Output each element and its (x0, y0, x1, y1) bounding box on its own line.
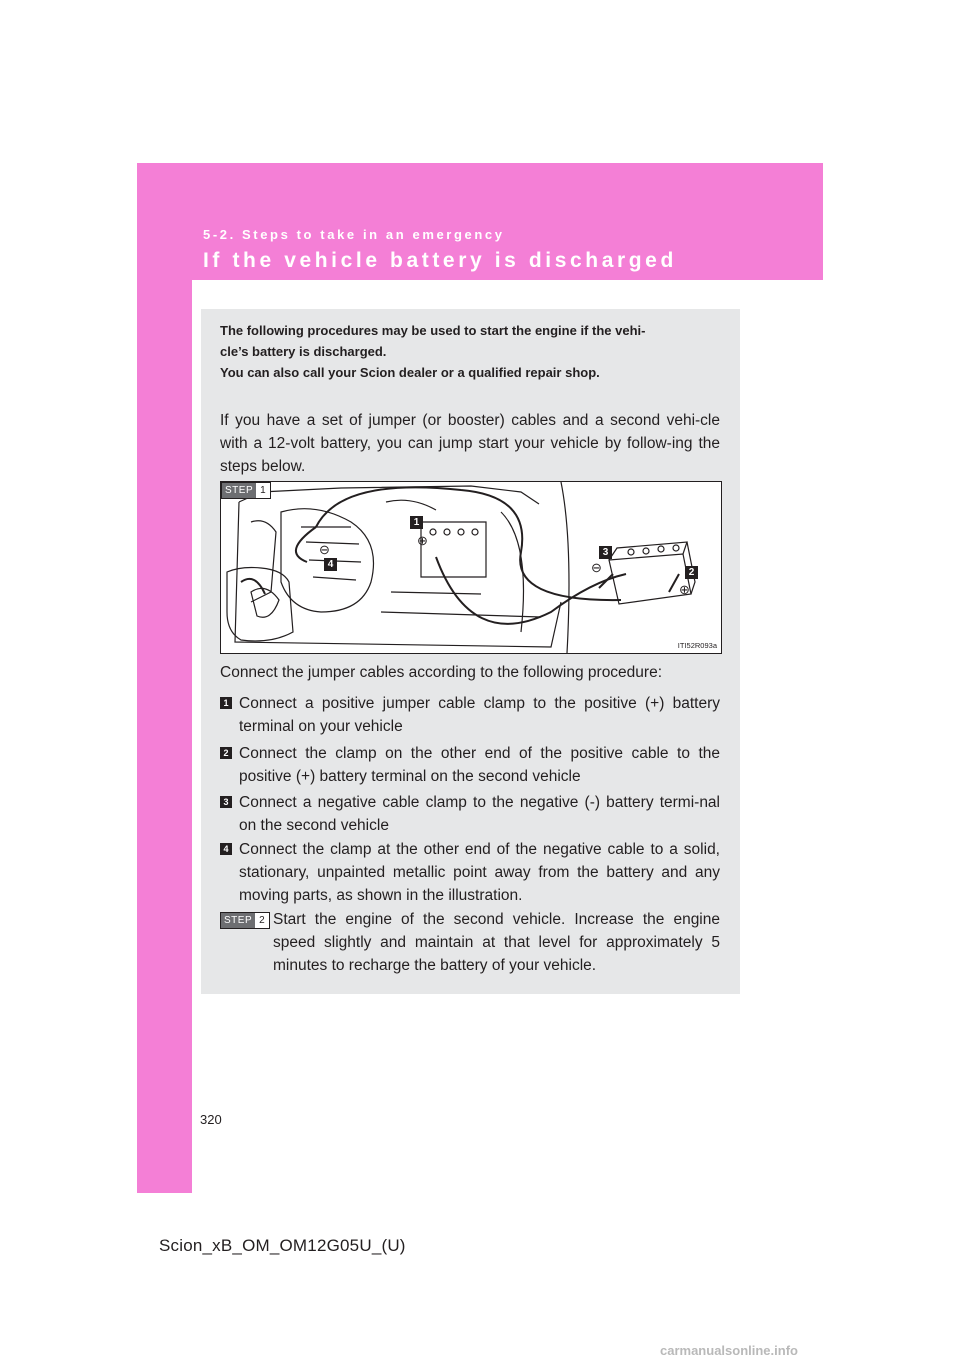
minus-symbol: ⊖ (591, 560, 602, 575)
step-text: Connect a positive jumper cable clamp to the positive (+) battery terminal on your vehicle (239, 695, 720, 735)
intro-paragraph: If you have a set of jumper (or booster) cables and a second vehi-cle with a 12-volt battery, you can jump start your vehicle by follow-ing the steps below. (220, 412, 720, 475)
step-marker: 1 (220, 697, 232, 709)
procedure-step (220, 742, 720, 788)
step-number: 1 (260, 485, 266, 496)
step-word: STEP (222, 483, 256, 498)
step-2-text: Start the engine of the second vehicle. Increase the engine speed slightly and maintain at that level for approximately 5 minutes to recharge the battery of your vehicle. (273, 911, 720, 974)
step-text: Connect the clamp on the other end of the positive cable to the positive (+) battery terminal on the second vehicle (239, 745, 720, 785)
minus-symbol: ⊖ (319, 542, 330, 557)
procedure-step (220, 791, 720, 837)
intro-line: You can also call your Scion dealer or a qualified repair shop. (220, 365, 600, 380)
step-text: Connect the clamp at the other end of the negative cable to a solid, stationary, unpainted metallic point away from the battery and any moving parts, as shown in the illustration. (239, 841, 720, 904)
side-tab-band (137, 163, 192, 1193)
step-word: STEP (221, 913, 255, 928)
step-number: 2 (259, 915, 265, 926)
plus-symbol: ⊕ (679, 582, 690, 597)
step-marker: 4 (220, 843, 232, 855)
section-label: 5-2. Steps to take in an emergency (203, 227, 505, 242)
document-code: Scion_xB_OM_OM12G05U_(U) (159, 1236, 406, 1255)
watermark: carmanualsonline.info (660, 1343, 798, 1358)
figure-code: ITI52R093a (677, 641, 717, 650)
step-2-tag (220, 912, 270, 929)
page-number: 320 (200, 1112, 222, 1127)
callout-1: 1 (410, 516, 423, 529)
step-text: Connect a negative cable clamp to the negative (-) battery termi-nal on the second vehicle (239, 794, 720, 834)
page-title: If the vehicle battery is discharged (203, 249, 677, 272)
procedure-step (220, 838, 720, 907)
callout-2: 2 (685, 566, 698, 579)
engine-bay-drawing (221, 482, 721, 653)
step-marker: 2 (220, 747, 232, 759)
intro-note (220, 320, 725, 383)
intro-line: cle’s battery is discharged. (220, 344, 387, 359)
plus-symbol: ⊕ (417, 533, 428, 548)
procedure-step (220, 692, 720, 738)
step-2 (220, 908, 720, 977)
callout-4: 4 (324, 558, 337, 571)
terminal-symbols (319, 533, 690, 597)
procedure-intro: Connect the jumper cables according to the following procedure: (220, 664, 663, 681)
jump-start-illustration (220, 481, 722, 654)
step-1-tag (221, 482, 271, 499)
callout-3: 3 (599, 546, 612, 559)
intro-line: The following procedures may be used to start the engine if the vehi- (220, 323, 646, 338)
step-marker: 3 (220, 796, 232, 808)
